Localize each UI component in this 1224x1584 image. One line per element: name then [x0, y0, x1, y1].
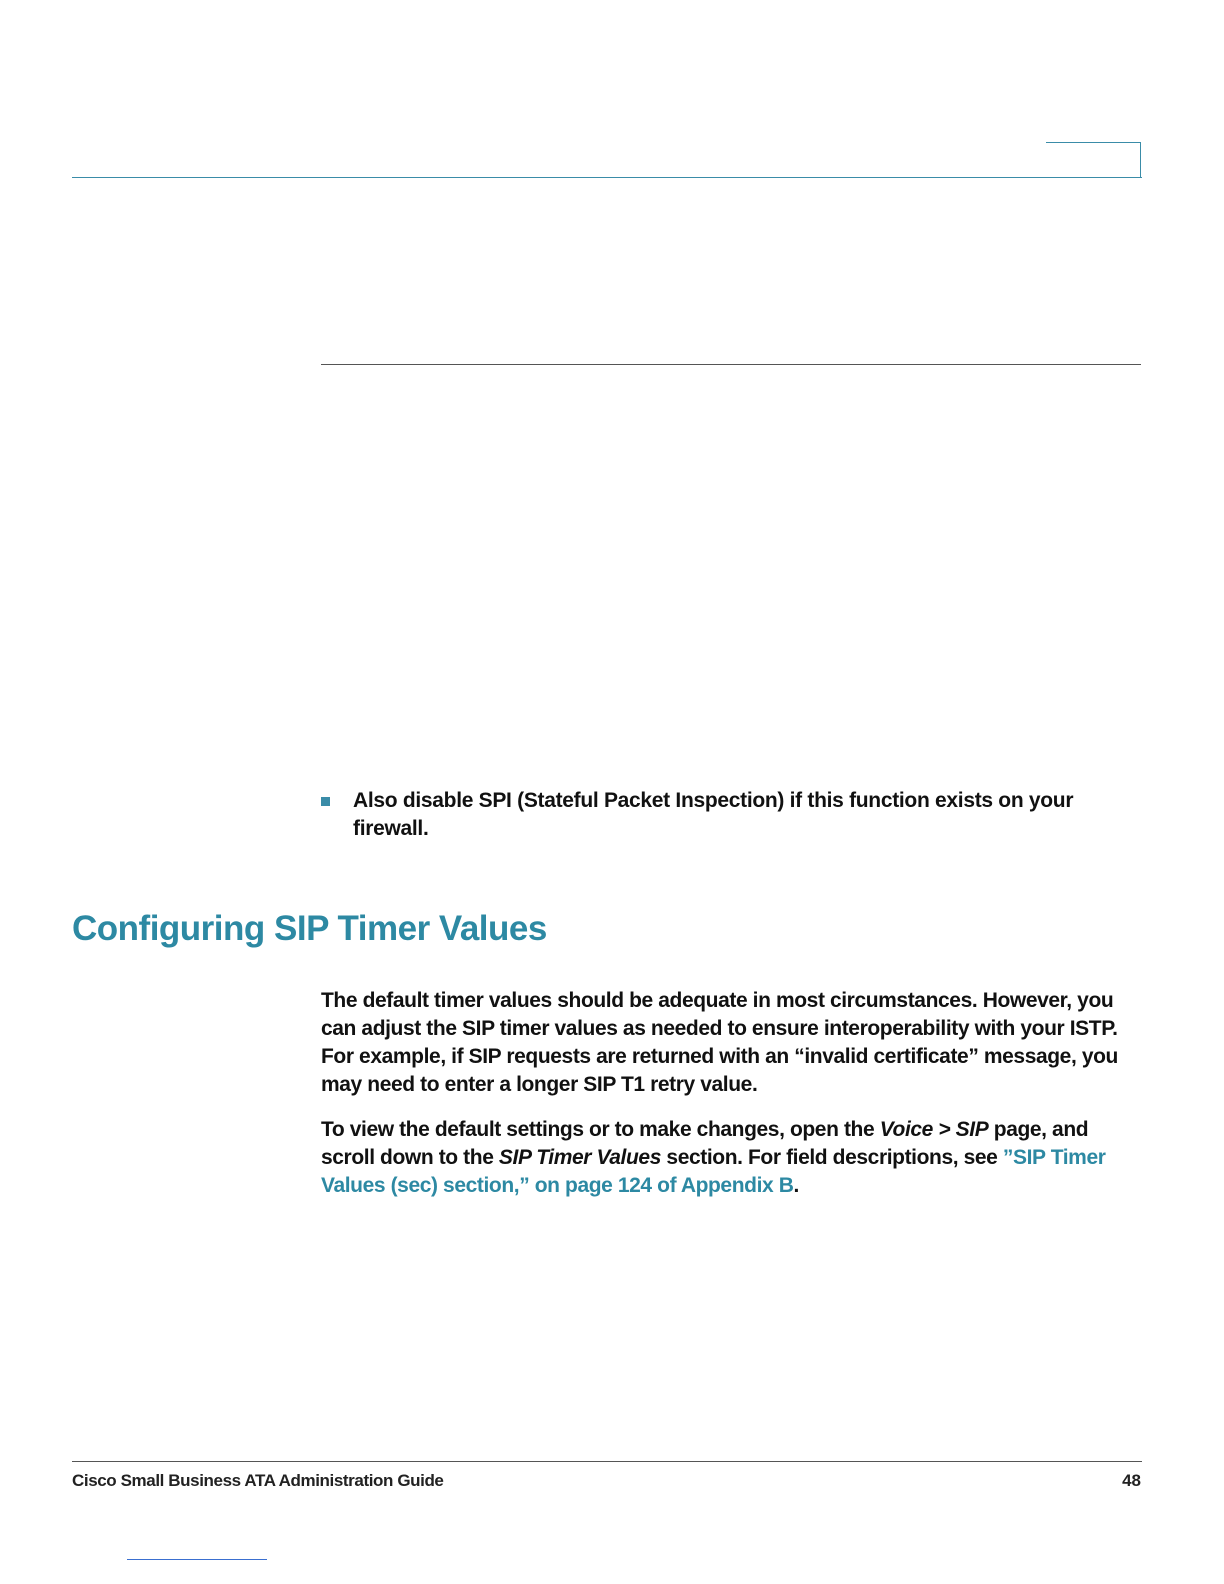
para-text: To view the default settings or to make changes, open the — [321, 1118, 880, 1141]
section-divider — [321, 364, 1141, 365]
para-text: section. For field descriptions, see — [660, 1146, 1003, 1169]
bottom-link-underline — [127, 1559, 267, 1560]
body-paragraph-instructions — [321, 1116, 1143, 1200]
square-bullet-icon — [321, 797, 330, 806]
cross-reference-link[interactable]: ”SIP Timer Values (sec) section,” on page 124 of Appendix B — [321, 1146, 1106, 1197]
chapter-tab — [1046, 142, 1141, 177]
header-rule — [72, 177, 1142, 178]
page-number: 48 — [1122, 1471, 1141, 1490]
footer-title: Cisco Small Business ATA Administration Guide — [72, 1471, 444, 1490]
menu-path: Voice > SIP — [879, 1118, 989, 1141]
section-name: SIP Timer Values — [498, 1146, 661, 1169]
para-text: . — [793, 1174, 799, 1197]
para-text: page, and scroll down to the — [321, 1118, 1089, 1169]
section-heading: Configuring SIP Timer Values — [72, 909, 547, 948]
footer-rule — [72, 1461, 1142, 1462]
body-paragraph-intro: The default timer values should be adequate in most circumstances. However, you can adjust the SIP timer values as needed to ensure interoperability with your ISTP. For example, if SIP requests are returned with an “invalid certificate” message, you may need to enter a longer SIP T1 retry value. — [321, 989, 1118, 1096]
bullet-text: Also disable SPI (Stateful Packet Inspection) if this function exists on your firewall. — [353, 789, 1074, 840]
bullet-item — [321, 787, 1121, 843]
